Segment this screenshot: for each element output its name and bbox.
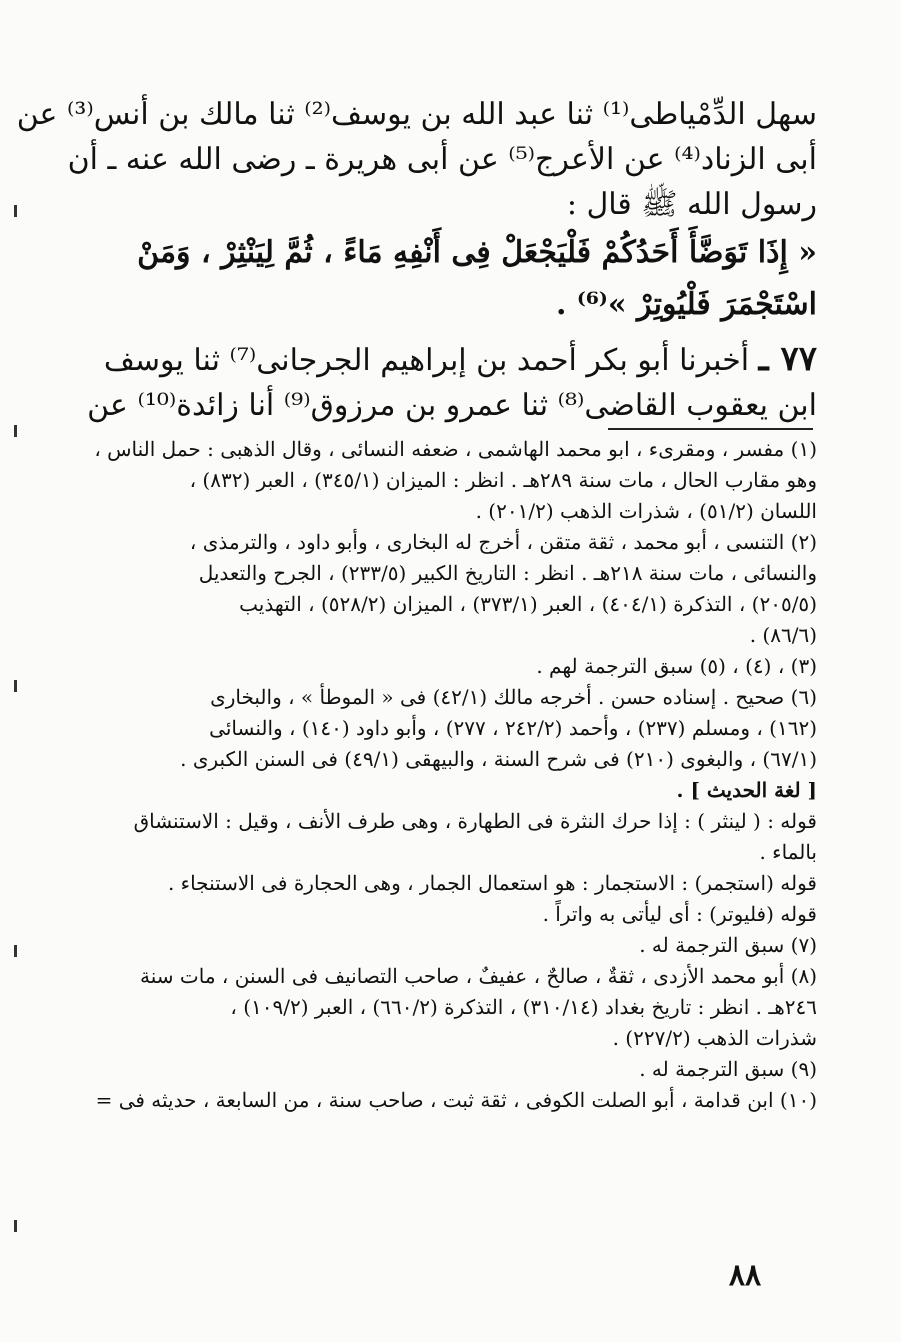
hadith-77-line-1	[103, 337, 817, 383]
hadith-number: ٧٧ ـ	[758, 339, 817, 379]
margin-mark	[14, 680, 17, 692]
footnote-line: (١٦٢) ، ومسلم (٢٣٧) ، وأحمد (٢٤٢/٢ ، ٢٧٧) ، وأبو داود (١٤٠) ، والنسائى	[209, 716, 817, 740]
footnote-line: قوله : ( لينثر ) : إذا حرك النثرة فى الطهارة ، وهى طرف الأنف ، وقيل : الاستنشاق	[133, 809, 817, 833]
hadith-77-text-1: أخبرنا أبو بكر أحمد بن إبراهيم الجرجانى⁽⁷⁾ ثنا يوسف	[103, 343, 750, 378]
footnote-line: (٢٠٥/٥) ، التذكرة (٤٠٤/١) ، العبر (٣٧٣/١) ، الميزان (٥٢٨/٢) ، التهذيب	[239, 592, 817, 616]
footnote-line: قوله (فليوتر) : أى ليأتى به واتراً .	[542, 902, 817, 926]
footnote-line: (٣) ، (٤) ، (٥) سبق الترجمة لهم .	[536, 654, 817, 678]
isnad-line-2: أبى الزناد⁽⁴⁾ عن الأعرج⁽⁵⁾ عن أبى هريرة ـ رضى الله عنه ـ أن	[67, 142, 817, 177]
hadith-text-line-1: « إِذَا تَوَضَّأَ أَحَدُكُمْ فَلْيَجْعَلْ فِى أَنْفِهِ مَاءً ، ثُمَّ لِيَنْثِرْ ، وَمَنْ	[137, 235, 817, 270]
margin-mark	[14, 945, 17, 957]
hadith-text-line-2: اسْتَجْمَرَ فَلْيُوتِرْ »⁽⁶⁾ .	[555, 287, 817, 322]
page-body	[16, 92, 817, 1116]
margin-mark	[14, 205, 17, 217]
footnote-line: قوله (استجمر) : الاستجمار : هو استعمال الجمار ، وهى الحجارة فى الاستنجاء .	[167, 871, 817, 895]
margin-mark	[14, 1220, 17, 1232]
footnote-line: (١) مفسر ، ومقرىء ، ابو محمد الهاشمى ، ضعفه النسائى ، وقال الذهبى : حمل الناس ،	[94, 437, 817, 461]
footnotes	[94, 434, 817, 1116]
footnote-heading: [ لغة الحديث ] .	[676, 778, 817, 802]
hadith-77-line-2: ابن يعقوب القاضى⁽⁸⁾ ثنا عمرو بن مرزوق⁽⁹⁾ أنا زائدة⁽¹⁰⁾ عن	[87, 388, 817, 423]
footnote-line: (٦) صحيح . إسناده حسن . أخرجه مالك (٤٢/١) فى « الموطأ » ، والبخارى	[210, 685, 817, 709]
footnote-line: بالماء .	[759, 840, 817, 864]
footnote-line: اللسان (٥١/٢) ، شذرات الذهب (٢٠١/٢) .	[475, 499, 817, 523]
footnote-line: (٢) التنسى ، أبو محمد ، ثقة متقن ، أخرج له البخارى ، وأبو داود ، والترمذى ،	[189, 530, 817, 554]
footnote-line: شذرات الذهب (٢٢٧/٢) .	[612, 1026, 817, 1050]
footnote-line: (١٠) ابن قدامة ، أبو الصلت الكوفى ، ثقة ثبت ، صاحب سنة ، من السابعة ، حديثه فى =	[95, 1088, 817, 1112]
footnote-line: (٩) سبق الترجمة له .	[639, 1057, 817, 1081]
footnote-line: وهو مقارب الحال ، مات سنة ٢٨٩هـ . انظر : الميزان (٣٤٥/١) ، العبر (٨٣٢) ،	[189, 468, 817, 492]
footnote-line: (٨) أبو محمد الأزدى ، ثقةٌ ، صالحٌ ، عفيفٌ ، صاحب التصانيف فى السنن ، مات سنة	[140, 964, 817, 988]
footnote-line: ٢٤٦هـ . انظر : تاريخ بغداد (٣١٠/١٤) ، التذكرة (٦٦٠/٢) ، العبر (١٠٩/٢) ،	[230, 995, 817, 1019]
isnad-line-1: سهل الدِّمْياطى⁽¹⁾ ثنا عبد الله بن يوسف⁽²⁾ ثنا مالك بن أنس⁽³⁾ عن	[16, 97, 817, 132]
footnote-line: (٨٦/٦) .	[749, 623, 817, 647]
isnad-line-3: رسول الله ﷺ قال :	[566, 187, 817, 222]
footnote-line: (٧) سبق الترجمة له .	[639, 933, 817, 957]
footnote-line: (٦٧/١) ، والبغوى (٢١٠) فى شرح السنة ، والبيهقى (٤٩/١) فى السنن الكبرى .	[180, 747, 817, 771]
footnote-line: والنسائى ، مات سنة ٢١٨هـ . انظر : التاريخ الكبير (٢٣٣/٥) ، الجرح والتعديل	[198, 561, 817, 585]
page-number: ٨٨	[728, 1258, 762, 1293]
margin-mark	[14, 425, 17, 437]
